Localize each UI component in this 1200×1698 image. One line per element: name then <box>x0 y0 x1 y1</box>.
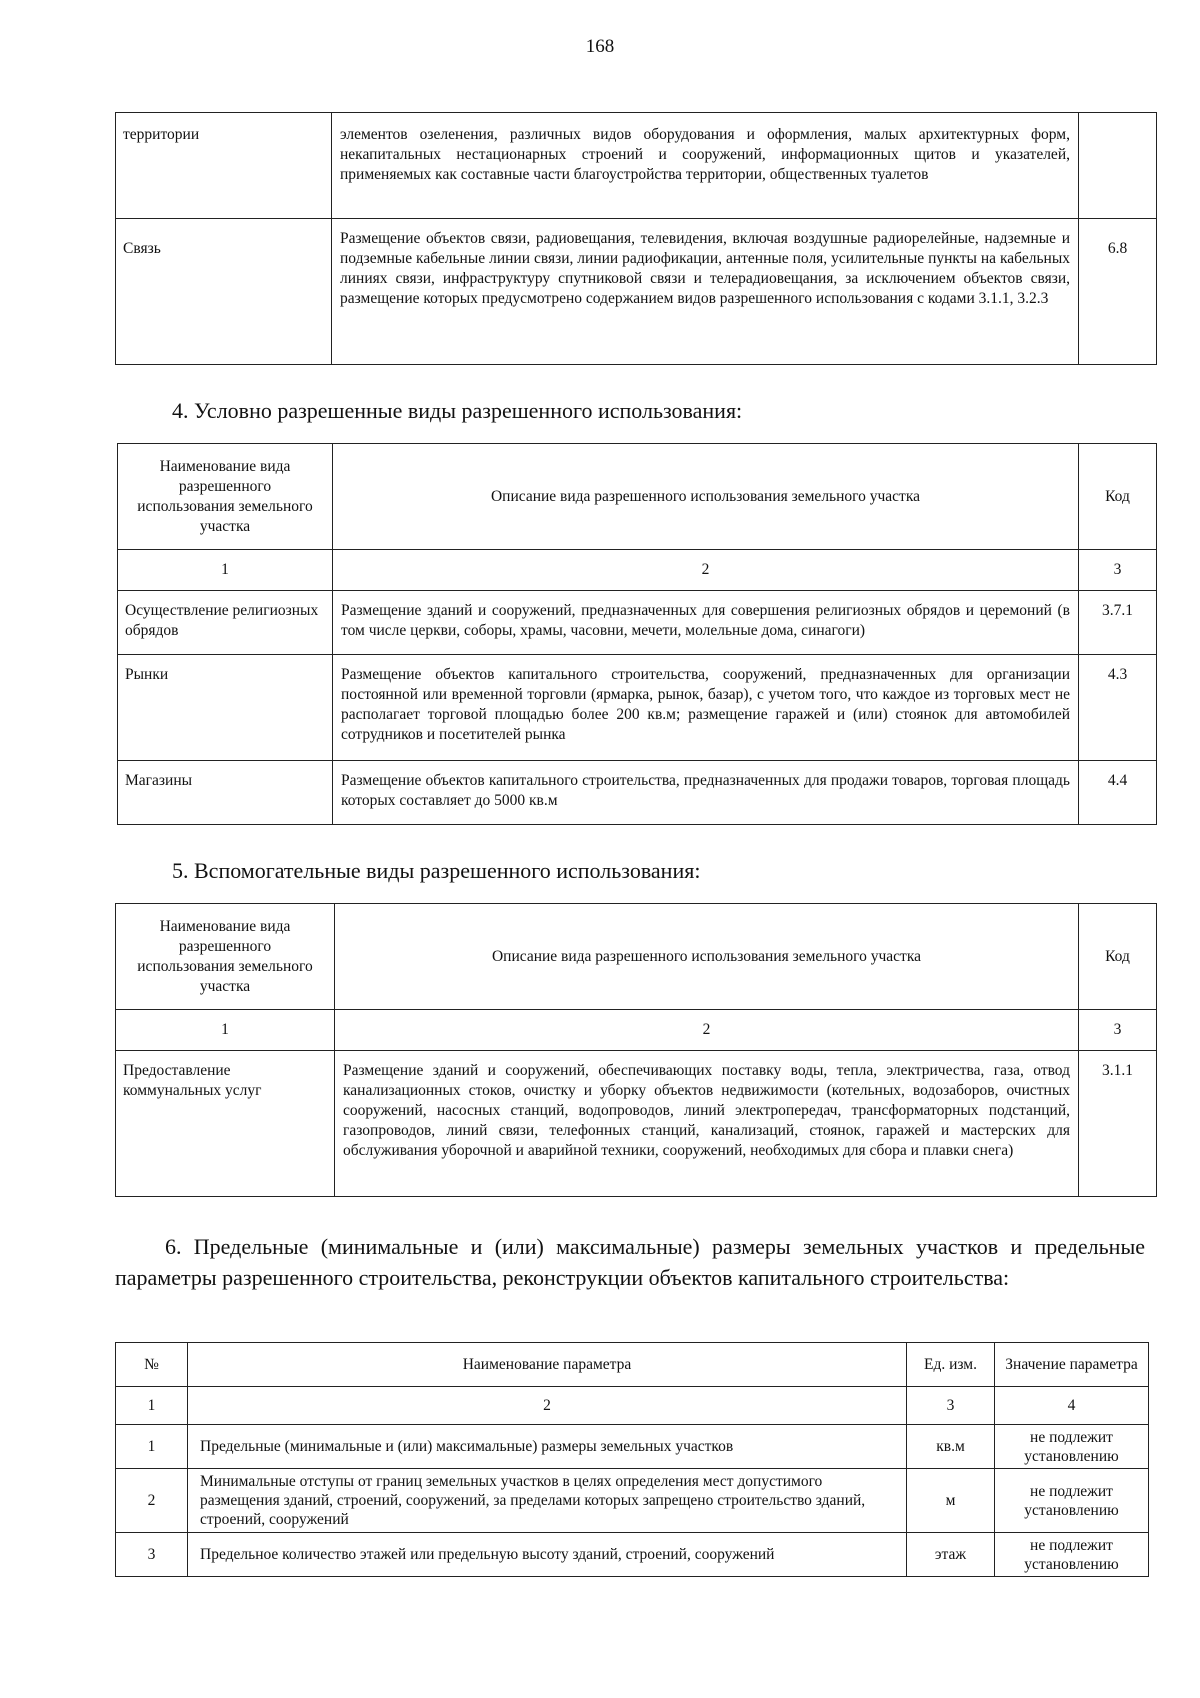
row-number: 2 <box>116 1469 188 1533</box>
col-number: 3 <box>1079 550 1157 591</box>
table-row <box>118 655 1157 761</box>
parameter-name: Минимальные отступы от границ земельных участков в целях определения мест допустимого размещения зданий, строений, сооружений, за пределами которых запрещено строительство зданий, строений, сооружений <box>188 1469 907 1533</box>
section-4-heading: 4. Условно разрешенные виды разрешенного использования: <box>172 398 743 423</box>
conditional-uses-table <box>117 443 1157 825</box>
parameters-table <box>115 1342 1149 1577</box>
col-number: 1 <box>118 550 333 591</box>
code-cell: 3.1.1 <box>1079 1051 1157 1197</box>
col-number: 2 <box>335 1010 1079 1051</box>
column-number-row <box>118 550 1157 591</box>
row-number: 1 <box>116 1425 188 1469</box>
name-cell: Предоставление коммунальных услуг <box>116 1051 335 1197</box>
description-cell: Размещение объектов капитального строительства, предназначенных для продажи товаров, торговая площадь которых составляет до 5000 кв.м <box>333 761 1079 825</box>
col-number: 3 <box>1079 1010 1157 1051</box>
name-cell: Магазины <box>118 761 333 825</box>
header-unit: Ед. изм. <box>907 1343 995 1387</box>
name-cell: территории <box>116 113 332 219</box>
header-code: Код <box>1079 444 1157 550</box>
name-cell: Осуществление религиозных обрядов <box>118 591 333 655</box>
table-row <box>116 1533 1149 1577</box>
column-number-row <box>116 1010 1157 1051</box>
code-cell: 6.8 <box>1079 219 1157 365</box>
name-cell: Рынки <box>118 655 333 761</box>
col-number: 2 <box>333 550 1079 591</box>
col-number: 3 <box>907 1387 995 1425</box>
continued-table <box>115 112 1157 365</box>
col-number: 1 <box>116 1010 335 1051</box>
table-row <box>118 591 1157 655</box>
parameter-unit: этаж <box>907 1533 995 1577</box>
parameter-value: не подлежит установлению <box>995 1533 1149 1577</box>
parameter-name: Предельные (минимальные и (или) максимальные) размеры земельных участков <box>188 1425 907 1469</box>
parameter-value: не подлежит установлению <box>995 1469 1149 1533</box>
table-header-row <box>116 1343 1149 1387</box>
code-cell <box>1079 113 1157 219</box>
description-cell: Размещение зданий и сооружений, предназначенных для совершения религиозных обрядов и церемоний (в том числе церкви, соборы, храмы, часовни, мечети, молельные дома, синагоги) <box>333 591 1079 655</box>
code-cell: 3.7.1 <box>1079 591 1157 655</box>
section-5-heading: 5. Вспомогательные виды разрешенного использования: <box>172 858 701 883</box>
column-number-row <box>116 1387 1149 1425</box>
header-name: Наименование вида разрешенного использования земельного участка <box>116 904 335 1010</box>
auxiliary-uses-table <box>115 903 1157 1197</box>
table-header-row <box>118 444 1157 550</box>
row-number: 3 <box>116 1533 188 1577</box>
col-number: 4 <box>995 1387 1149 1425</box>
parameter-unit: м <box>907 1469 995 1533</box>
parameter-value: не подлежит установлению <box>995 1425 1149 1469</box>
description-cell: Размещение зданий и сооружений, обеспечивающих поставку воды, тепла, электричества, газа, отвод канализационных стоков, очистку и уборку объектов недвижимости (котельных, водозаборов, очистных сооружений, насосных станций, водопроводов, линий электропередач, трансформаторных подстанций, газопроводов, линий связи, телефонных станций, канализаций, стоянок, гаражей и мастерских для обслуживания уборочной и аварийной техники, сооружений, необходимых для сбора и плавки снега) <box>335 1051 1079 1197</box>
header-value: Значение параметра <box>995 1343 1149 1387</box>
col-number: 1 <box>116 1387 188 1425</box>
col-number: 2 <box>188 1387 907 1425</box>
description-cell: Размещение объектов капитального строительства, сооружений, предназначенных для организации постоянной или временной торговли (ярмарка, рынок, базар), с учетом того, что каждое из торговых мест не располагает торговой площадью более 200 кв.м; размещение гаражей и (или) стоянок для автомобилей сотрудников и посетителей рынка <box>333 655 1079 761</box>
description-cell: Размещение объектов связи, радиовещания, телевидения, включая воздушные радиорелейные, надземные и подземные кабельные линии связи, линии радиофикации, антенные поля, усилительные пункты на кабельных линиях связи, инфраструктуру спутниковой связи и телерадиовещания, за исключением объектов связи, размещение которых предусмотрено содержанием видов разрешенного использования с кодами 3.1.1, 3.2.3 <box>332 219 1079 365</box>
code-cell: 4.4 <box>1079 761 1157 825</box>
table-row <box>116 1051 1157 1197</box>
header-num: № <box>116 1343 188 1387</box>
page-number: 168 <box>585 36 615 57</box>
header-code: Код <box>1079 904 1157 1010</box>
header-parameter-name: Наименование параметра <box>188 1343 907 1387</box>
name-cell: Связь <box>116 219 332 365</box>
section-6-heading: 6. Предельные (минимальные и (или) максимальные) размеры земельных участков и предельные параметры разрешенного строительства, реконструкции объектов капитального строительства: <box>115 1234 1145 1290</box>
header-description: Описание вида разрешенного использования земельного участка <box>333 444 1079 550</box>
header-name: Наименование вида разрешенного использования земельного участка <box>118 444 333 550</box>
parameter-name: Предельное количество этажей или предельную высоту зданий, строений, сооружений <box>188 1533 907 1577</box>
table-row <box>116 113 1157 219</box>
parameter-unit: кв.м <box>907 1425 995 1469</box>
table-row <box>116 1469 1149 1533</box>
table-header-row <box>116 904 1157 1010</box>
header-description: Описание вида разрешенного использования земельного участка <box>335 904 1079 1010</box>
table-row <box>116 219 1157 365</box>
code-cell: 4.3 <box>1079 655 1157 761</box>
table-row <box>118 761 1157 825</box>
description-cell: элементов озеленения, различных видов оборудования и оформления, малых архитектурных форм, некапитальных нестационарных строений и сооружений, информационных щитов и указателей, применяемых как составные части благоустройства территории, общественных туалетов <box>332 113 1079 219</box>
table-row <box>116 1425 1149 1469</box>
